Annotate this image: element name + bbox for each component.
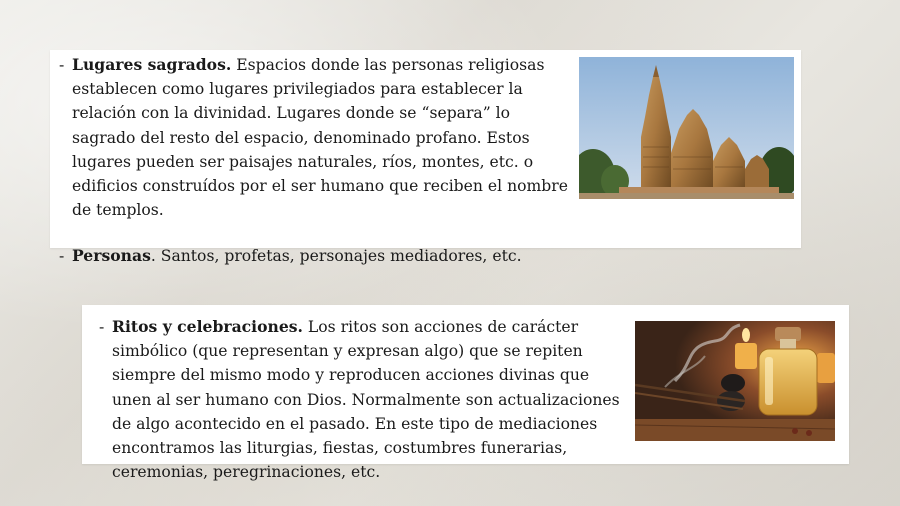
- top-panel-text: [59, 53, 574, 269]
- item-body: [112, 315, 629, 484]
- bottom-panel-text: [99, 315, 629, 484]
- list-item-personas: [59, 244, 574, 268]
- item-term: Personas: [72, 246, 151, 266]
- incense-candles-photo: [635, 321, 835, 441]
- bullet-dash: -: [59, 56, 65, 74]
- item-description: Espacios donde las personas religiosas establecen como lugares privilegiados para establecer la relación con la divinidad. Lugares donde se “separa” lo sagrado del resto del espacio, denominado profano. Estos lugares pueden ser paisajes naturales, ríos, montes, etc. o edificios construídos por el ser humano que reciben el nombre de templos.: [72, 56, 568, 220]
- top-content-panel: [50, 50, 801, 266]
- list-item-lugares-sagrados: [59, 53, 574, 222]
- item-term: Ritos y celebraciones.: [112, 317, 303, 336]
- item-description: . Santos, profetas, personajes mediadores, etc.: [150, 247, 522, 266]
- item-term: Lugares sagrados.: [72, 55, 232, 74]
- item-body: [72, 53, 574, 222]
- bullet-dash: -: [99, 318, 105, 336]
- item-body: [72, 244, 522, 268]
- item-description: Los ritos son acciones de carácter simbólico (que representan y expresan algo) que se repiten siempre del mismo modo y reproducen acciones divinas que unen al ser humano con Dios. Normalmente son actualizaciones de algo acontecido en el pasado. En este tipo de mediaciones encontramos las liturgias, fiestas, costumbres funerarias, ceremonias, peregrinaciones, etc.: [112, 318, 620, 482]
- list-item-ritos-celebraciones: [99, 315, 629, 484]
- bottom-content-panel: [82, 305, 849, 482]
- temple-photo: [579, 57, 794, 199]
- bullet-dash: -: [59, 247, 65, 266]
